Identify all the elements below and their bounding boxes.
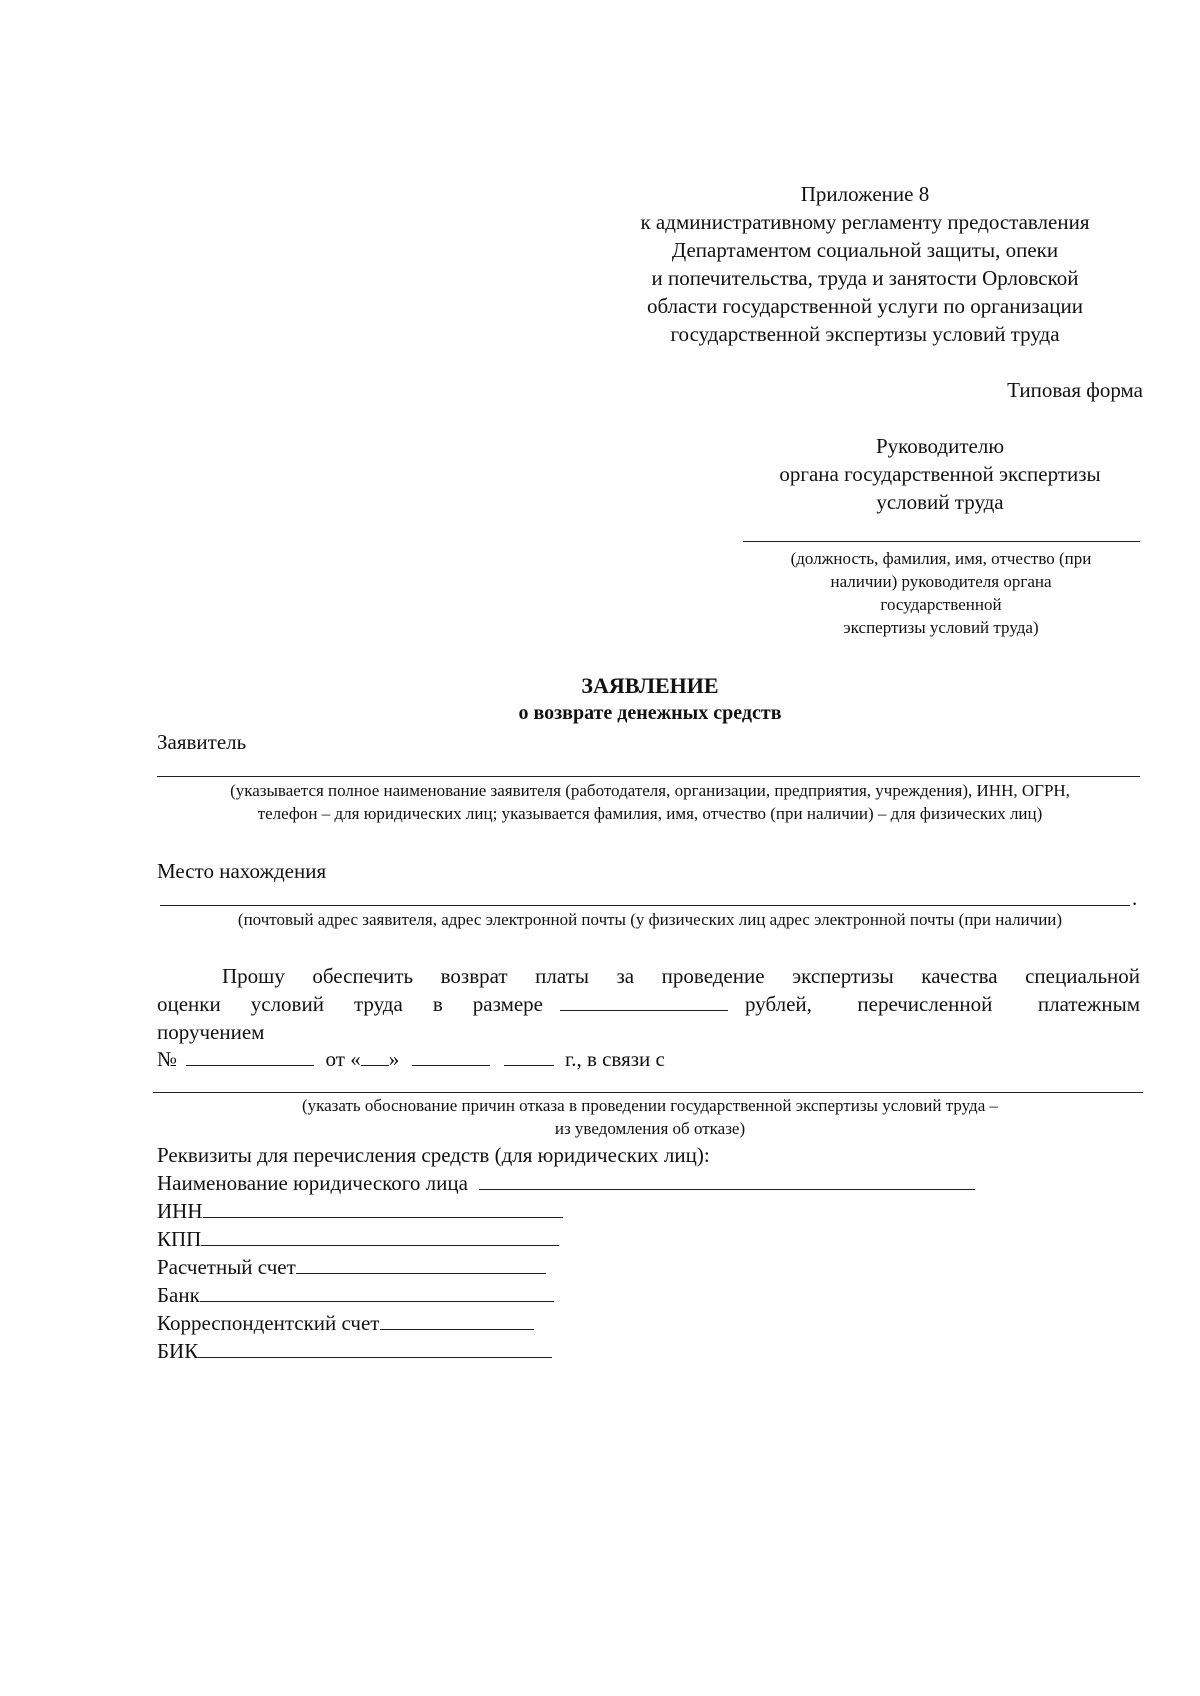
requisite-label: Наименование юридического лица (157, 1171, 468, 1195)
bik-field[interactable] (198, 1338, 552, 1358)
reason-hint (160, 1094, 1140, 1140)
bank-field[interactable] (200, 1282, 554, 1302)
amount-field[interactable] (560, 991, 728, 1011)
kpp-field[interactable] (201, 1226, 559, 1246)
form-type: Типовая форма (1007, 378, 1143, 402)
document-subtitle: о возврате денежных средств (518, 702, 782, 724)
payment-order-row (157, 1045, 665, 1073)
payment-number-field[interactable] (186, 1046, 314, 1066)
appendix-line: Департаментом социальной защиты, опеки (671, 238, 1059, 262)
addressee-underline[interactable] (743, 541, 1140, 542)
hint-line: государственной (880, 595, 1002, 614)
document-title: ЗАЯВЛЕНИЕ (581, 673, 719, 698)
requisite-row-inn (157, 1197, 563, 1225)
addressee-line: условий труда (876, 490, 1004, 514)
location-field-line[interactable] (160, 905, 1130, 906)
requisite-row-bik (157, 1337, 552, 1365)
request-line-1: Прошу обеспечить возврат платы за проведение экспертизы качества специальной (222, 964, 1140, 988)
appendix-line: области государственной услуги по организации (647, 294, 1083, 318)
inn-field[interactable] (203, 1198, 563, 1218)
requisite-row-corr-account (157, 1309, 534, 1337)
requisite-label: Корреспондентский счет (157, 1311, 380, 1335)
year-suffix-label: г., в связи с (564, 1047, 665, 1071)
date-close-quote: » (388, 1047, 400, 1071)
corr-account-field[interactable] (380, 1310, 534, 1330)
legal-name-field[interactable] (479, 1170, 975, 1190)
requisite-label: КПП (157, 1227, 202, 1251)
request-amount-suffix: рублей, перечисленной платежным (745, 992, 1140, 1016)
hint-line: наличии) руководителя органа (830, 572, 1052, 591)
hint-line: (должность, фамилия, имя, отчество (при (790, 549, 1092, 568)
settlement-account-field[interactable] (296, 1254, 546, 1274)
addressee-line: Руководителю (875, 434, 1005, 458)
requisites-heading: Реквизиты для перечисления средств (для юридических лиц): (157, 1143, 710, 1167)
number-sign: № (157, 1047, 178, 1071)
hint-line: телефон – для юридических лиц; указывается фамилия, имя, отчество (при наличии) – для физических лиц) (257, 804, 1043, 823)
appendix-line: к административному регламенту предоставления (640, 210, 1090, 234)
requisite-row-legal-name (157, 1169, 975, 1197)
requisite-row-bank (157, 1281, 554, 1309)
request-line-2 (157, 990, 1140, 1018)
applicant-hint (130, 779, 1170, 825)
reason-field-line[interactable] (153, 1092, 1143, 1093)
requisite-label: БИК (157, 1339, 199, 1363)
requisite-label: ИНН (157, 1199, 203, 1223)
addressee-block (740, 432, 1140, 516)
date-day-field[interactable] (361, 1046, 389, 1066)
hint-line: (указать обоснование причин отказа в проведении государственной экспертизы условий труда – (301, 1096, 999, 1115)
requisite-label: Банк (157, 1283, 200, 1307)
date-month-field[interactable] (412, 1046, 490, 1066)
addressee-hint (752, 547, 1130, 639)
hint-line: (указывается полное наименование заявителя (работодателя, организации, предприятия, учреждения), ИНН, ОГРН, (230, 781, 1070, 800)
location-trailing-dot: . (1132, 886, 1138, 910)
appendix-block (600, 180, 1130, 348)
date-year-field[interactable] (504, 1046, 554, 1066)
addressee-line: органа государственной экспертизы (779, 462, 1101, 486)
applicant-label: Заявитель (157, 730, 247, 754)
appendix-title: Приложение 8 (800, 182, 930, 206)
appendix-line: и попечительства, труда и занятости Орловской (651, 266, 1079, 290)
requisite-row-account (157, 1253, 546, 1281)
applicant-field-line[interactable] (157, 776, 1140, 777)
requisite-row-kpp (157, 1225, 559, 1253)
location-label: Место нахождения (157, 859, 327, 883)
hint-line: из уведомления об отказе) (554, 1119, 746, 1138)
request-line-3: поручением (157, 1020, 265, 1044)
date-open-label: от « (325, 1047, 361, 1071)
location-hint: (почтовый адрес заявителя, адрес электронной почты (у физических лиц адрес электронной почты (при наличии) (237, 910, 1063, 929)
appendix-line: государственной экспертизы условий труда (670, 322, 1060, 346)
requisite-label: Расчетный счет (157, 1255, 296, 1279)
hint-line: экспертизы условий труда) (843, 618, 1039, 637)
request-amount-label: оценки условий труда в размере (157, 992, 543, 1016)
